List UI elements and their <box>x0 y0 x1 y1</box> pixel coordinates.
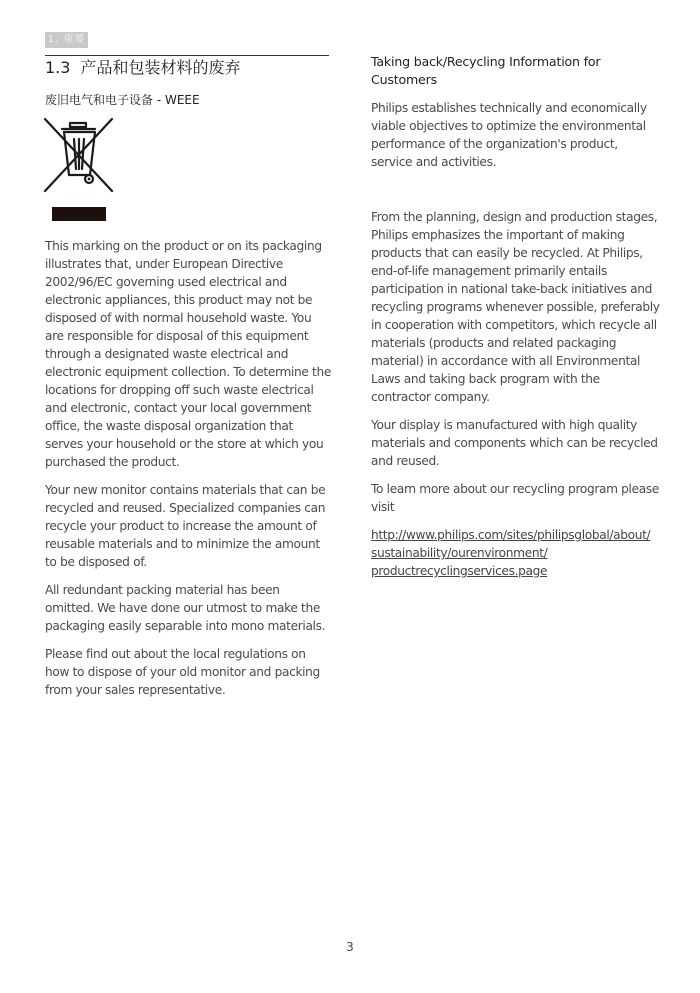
paragraph: This marking on the product or on its packaging illustrates that, under European Directive 2002/96/EC governing used electrical and electronic appliances, this product may not be disposed of with normal household waste. You are responsible for disposal of this equipment through a designated waste electrical and electronic equipment collection. To determine the locations for dropping off such waste electrical and electronic, contact your local government office, the waste disposal organization that serves your household or the store at which you purchased the product. <box>45 239 332 469</box>
recycling-link[interactable]: http://www.philips.com/sites/philipsglobal/about/sustainability/ourenvironment/productrecyclingservices.page <box>371 528 651 578</box>
crossed-out-wheelie-bin-icon <box>43 117 114 193</box>
page-number: 3 <box>346 940 354 954</box>
paragraph: Philips establishes technically and economically viable objectives to optimize the environmental performance of the organization's product, service and activities. <box>371 101 647 169</box>
chapter-tag: 1. 重要 <box>45 32 88 48</box>
section-title-text: 产品和包装材料的废弃 <box>80 58 241 77</box>
weee-date-bar <box>52 207 106 221</box>
right-column-intro <box>371 99 661 181</box>
paragraph: To learn more about our recycling program please visit <box>371 482 659 514</box>
title-rule <box>45 55 329 56</box>
paragraph: From the planning, design and production stages, Philips emphasizes the important of making products that can easily be recycled. At Philips, end-of-life management primarily entails participation in national take-back initiatives and recycling programs whenever possible, preferably in cooperation with competitors, which recycle all materials (products and related packaging material) in accordance with all Environmental Laws and taking back program with the contractor company. <box>371 210 660 404</box>
paragraph: Please find out about the local regulations on how to dispose of your old monitor and packing from your sales representative. <box>45 647 320 697</box>
link-paragraph <box>371 526 661 580</box>
paragraph: Your display is manufactured with high quality materials and components which can be recycled and reused. <box>371 418 658 468</box>
paragraph: All redundant packing material has been omitted. We have done our utmost to make the packaging easily separable into mono materials. <box>45 583 326 633</box>
paragraph: Your new monitor contains materials that can be recycled and reused. Specialized companies can recycle your product to increase the amount of reusable materials and to minimize the amount to be disposed of. <box>45 483 326 569</box>
right-column-body <box>371 208 661 590</box>
left-column <box>45 237 331 709</box>
section-subtitle: 废旧电气和电子设备 - WEEE <box>45 93 200 107</box>
section-number: 1.3 <box>45 58 71 77</box>
section-title <box>45 57 240 79</box>
recycling-heading: Taking back/Recycling Information for Customers <box>371 54 601 87</box>
